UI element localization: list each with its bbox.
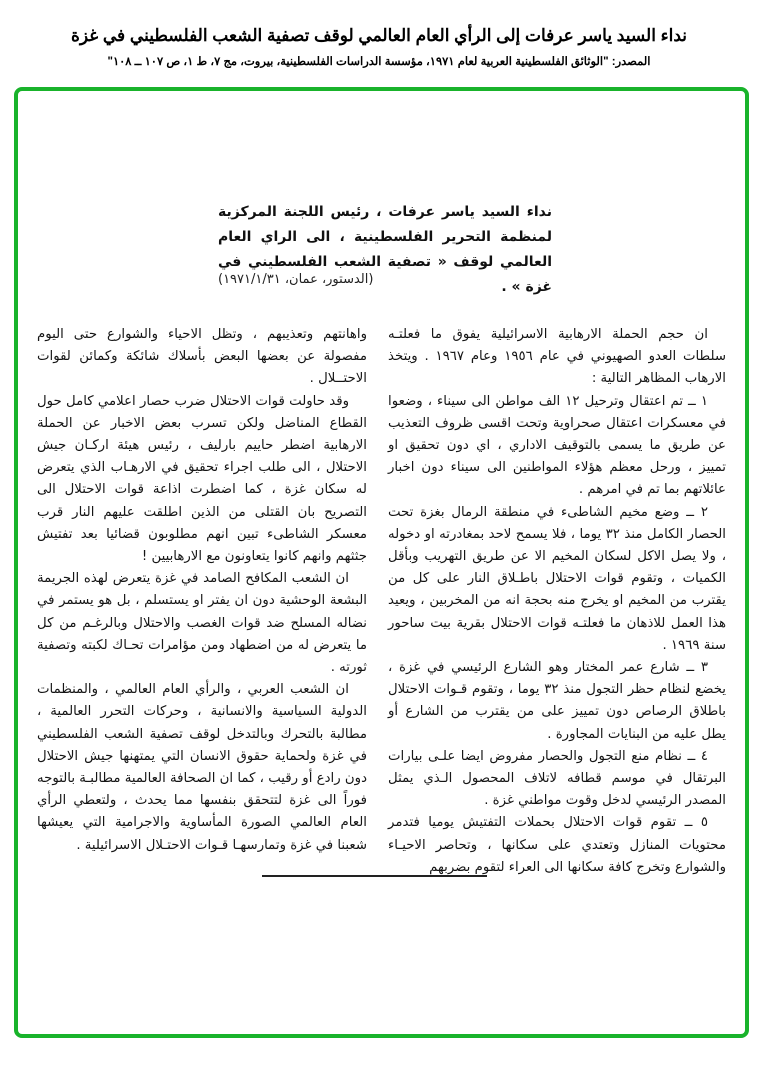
left-text-column: [37, 324, 367, 857]
paragraph: ٣ ــ شارع عمر المختار وهو الشارع الرئيسي في غزة ، يخضع لنظام حظر التجول منذ ٣٢ يوما ، وتقوم قـوات الاحتلال باطلاق الرصاص دون تمييز على من يقترب من الشارع أو يطل عليه من البنايات المجاورة .: [388, 660, 726, 742]
paragraph: ان الشعب العربي ، والرأي العام العالمي ، والمنظمات الدولية السياسية والانسانية ، وحركات التحرر العالمية ، مطالبة بالتحرك وبالتدخل لوقف تصفية الشعب الفلسطيني في غزة ولحماية حقوق الانسان التي يمتهنها جيش الاحتلال دون رادع أو رقيب ، كما ان الصحافة العالمية مطالبـة بالتوجه فوراً الى غزة لتتحقق بنفسها مما يحدث ، ولتعطي الرأي العام العالمي الصورة المأساوية والاجرامية التي يعيشها شعبنا في غزة وتمارسهـا قـوات الاحتـلال الاسرائيلية .: [37, 682, 367, 853]
document-title: نداء السيد ياسر عرفات إلى الرأي العام العالمي لوقف تصفية الشعب الفلسطيني في غزة: [70, 26, 688, 45]
end-divider-line: [262, 875, 487, 877]
paragraph: وقد حاولت قوات الاحتلال ضرب حصار اعلامي كامل حول القطاع المناضل ولكن تسرب بعض الاخبار عن الحملة الارهابية اضطر حاييم بارليف ، رئيس هيئة اركـان جيش الاحتلال ، الى طلب اجراء تحقيق في الارهـاب الذي يتعرض له سكان غزة ، كما اضطرت اذاعة قوات الاحتلال الى التصريح بان القتلى من الذين اطلقت عليهم النار قرب معسكر الشاطىء تبين انهم مطلوبون قضائيا بعد تفتيش جثثهم وانهم كانوا يتعاونون مع الارهابيين !: [37, 393, 367, 565]
publication-dateline: (الدستور، عمان، ١٩٧١/١/٣١): [218, 272, 374, 287]
right-text-column: [388, 324, 726, 879]
document-source-citation: المصدر: "الوثائق الفلسطينية العربية لعام ١٩٧١، مؤسسة الدراسات الفلسطينية، بيروت، مج ٧، ط ١، ص ١٠٧ ــ ١٠٨": [107, 56, 651, 68]
paragraph: ان حجم الحملة الارهابية الاسرائيلية يفوق ما فعلتـه سلطات العدو الصهيوني في عام ١٩٥٦ وعام ١٩٦٧ . ويتخذ الارهاب المظاهر التالية :: [388, 327, 726, 387]
paragraph: واهانتهم وتعذيبهم ، وتظل الاحياء والشوارع حتى اليوم مفصولة عن بعضها البعض بأسلاك شائكة وكمائن لقوات الاحتــلال .: [37, 327, 367, 387]
paragraph: ٥ ــ تقوم قوات الاحتلال بحملات التفتيش يوميا فتدمر محتويات المنازل وتعتدي على سكانها ، وتحاصر الاحيـاء والشوارع وتخرج كافة سكانها الى العراء لتقوم بضربهم: [388, 815, 726, 875]
paragraph: ١ ــ تم اعتقال وترحيل ١٢ الف مواطن الى سيناء ، وضعوا في معسكرات اعتقال صحراوية وتحت اقسى ظروف التعذيب عن طريق ما يسمى بالتوقيف الاداري ، اي دون تحقيق او تمييز ، ورحل معظم هؤلاء المواطنين الى سيناء دون اخبار عائلاتهم بما تم في امرهم .: [388, 393, 726, 498]
paragraph: ٢ ــ وضع مخيم الشاطىء في منطقة الرمال بغزة تحت الحصار الكامل منذ ٣٢ يوما ، فلا يسمح لاحد بمغادرته او دخوله ، ولا يصل الاكل لسكان المخيم الا عن طريق التهريب وبأقل الكميات ، وتقوم قوات الاحتلال باطـلاق النار على كل من يقترب من المخيم او يخرج منه بحجة انه من المخربين ، ويعيد هذا العمل للاذهان ما فعلتـه قوات الاحتلال بقرية بيت ساحور سنة ١٩٦٩ .: [388, 504, 726, 653]
paragraph: ان الشعب المكافح الصامد في غزة يتعرض لهذه الجريمة البشعة الوحشية دون ان يفتر او يستسلم ، بل هو يستمر في نضاله المسلح ضد قوات الغصب والاحتلال وبالرغـم من كل ما يتعرض له من اضطهاد ومن مؤامرات تحـاك لكبته وتصفية ثورته .: [37, 571, 367, 676]
paragraph: ٤ ــ نظام منع التجول والحصار مفروض ايضا علـى بيارات البرتقال في موسم قطافه لاتلاف المحصول الـذي يمثل المصدر الرئيسي لدخل وقوت مواطني غزة .: [388, 748, 726, 809]
statement-heading: نداء السيد ياسر عرفات ، رئيس اللجنة المركزية لمنظمة التحرير الفلسطينية ، الى الراي العام العالمي لوقف « تصفية الشعب الفلسطيني في غزة » .: [218, 204, 552, 295]
